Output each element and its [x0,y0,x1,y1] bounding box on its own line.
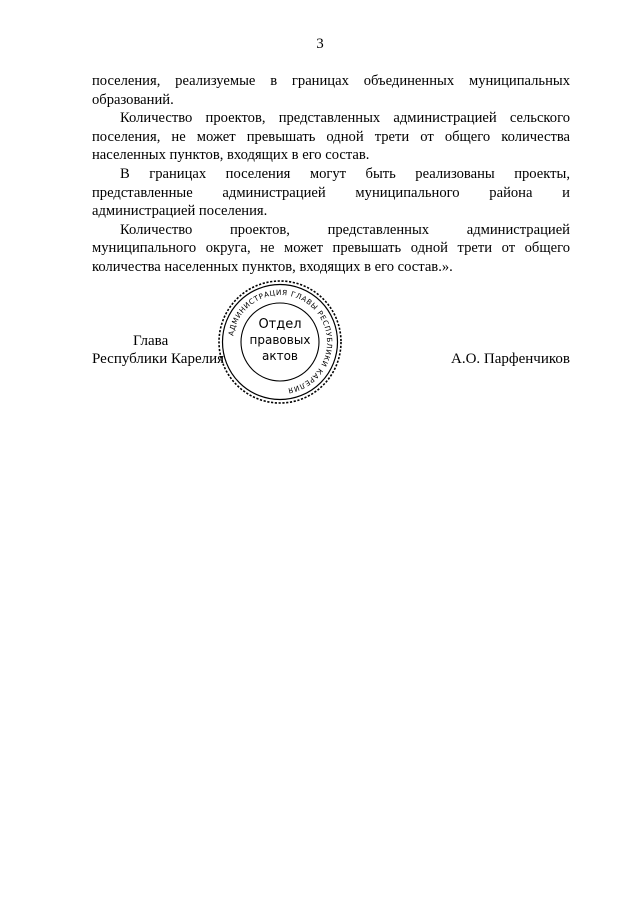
stamp-center-line3: актов [261,349,299,363]
paragraph-rural-settlement-limit: Количество проектов, представленных администрацией сельского поселения, не может превышать одной трети от общего количества населенных пунктов, входящих в его состав. [92,110,570,164]
official-stamp [216,278,344,406]
signature-title-line1: Глава [133,333,169,349]
signature-title-line2: Республики Карелия [92,351,225,367]
paragraph-continuation: поселения, реализуемые в границах объединенных муниципальных образований. [92,73,570,108]
page-number: 3 [316,36,324,52]
stamp-ring-text: АДМИНИСТРАЦИЯ ГЛАВЫ РЕСПУБЛИКИ КАРЕЛИЯ [226,287,335,396]
stamp-center-line1: Отдел [258,317,302,332]
stamp-center-line2: правовых [249,333,311,347]
paragraph-settlement-projects: В границах поселения могут быть реализованы проекты, представленные администрацией муниципального района и администрацией поселения. [92,165,570,220]
document-body [92,72,570,277]
signatory-name: А.О. Парфенчиков [451,351,570,367]
paragraph-municipal-district-limit: Количество проектов, представленных администрацией муниципального округа, не может превышать одной трети от общего количества населенных пунктов, входящих в его состав.». [92,221,570,275]
